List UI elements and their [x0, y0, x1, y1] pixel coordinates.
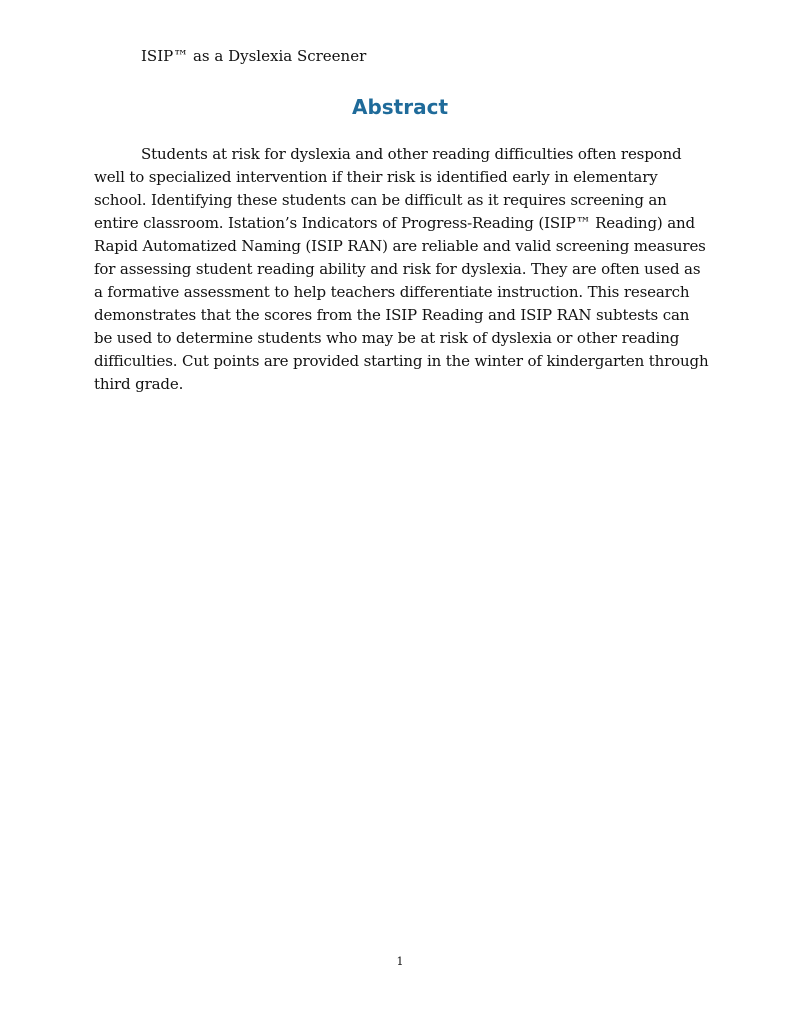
- page-number: 1: [396, 955, 404, 968]
- abstract-paragraph: Students at risk for dyslexia and other reading difficulties often respond well to specialized intervention if their risk is identified early in elementary school. Identifying these students can be difficult as it requires screening an entire classroom. Istation’s Indicators of Progress-Reading (ISIP™ Reading) and Rapid Automatized Naming (ISIP RAN) are reliable and valid screening measures for assessing student reading ability and risk for dyslexia. They are often used as a formative assessment to help teachers differentiate instruction. This research demonstrates that the scores from the ISIP Reading and ISIP RAN subtests can be used to determine students who may be at risk of dyslexia or other reading difficulties. Cut points are provided starting in the winter of kindergarten through third grade.: [94, 145, 709, 393]
- page-title: Abstract: [351, 95, 449, 119]
- running-head: ISIP™ as a Dyslexia Screener: [141, 47, 367, 65]
